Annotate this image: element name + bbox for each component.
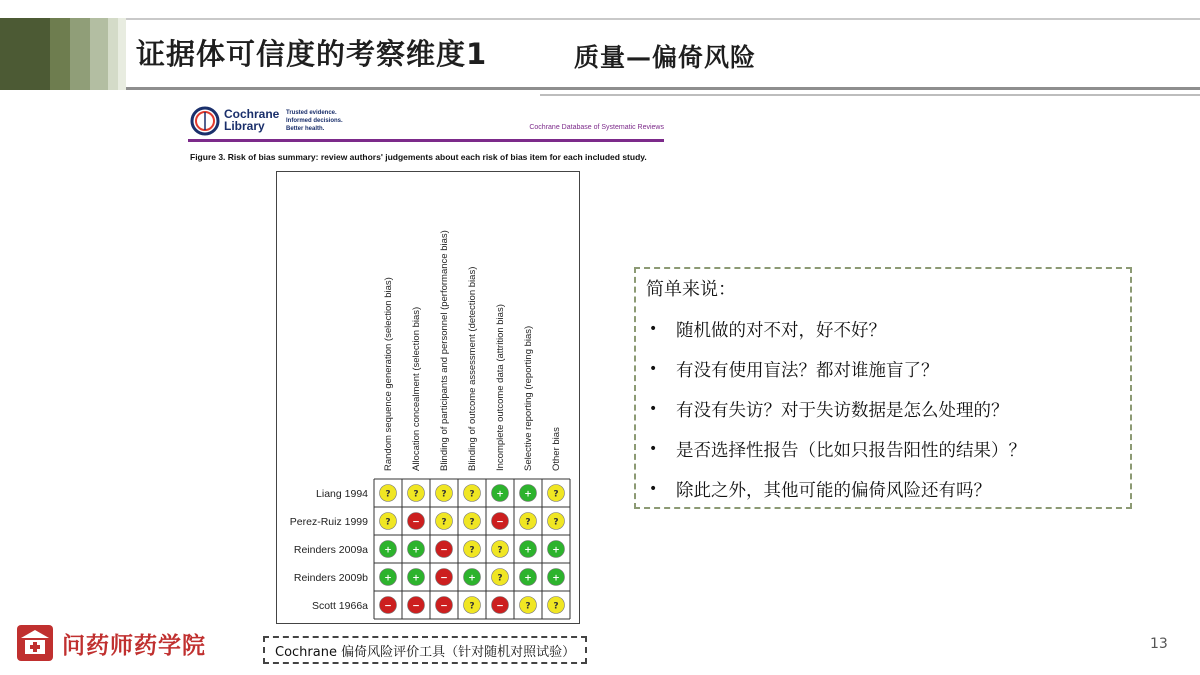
risk-rating-symbol: ? — [553, 517, 559, 528]
stripe — [108, 18, 118, 90]
stripe — [70, 18, 90, 90]
bullet-icon: • — [649, 441, 658, 457]
risk-rating-symbol: + — [412, 573, 420, 584]
summary-item-text: 随机做的对不对，好不好？ — [676, 320, 886, 341]
bullet-icon: • — [649, 401, 658, 417]
risk-rating-symbol: − — [440, 573, 448, 584]
academy-logo-text: 问药师药学院 — [62, 632, 206, 659]
summary-box — [634, 267, 1132, 509]
summary-item-text: 是否选择性报告（比如只报告阳性的结果）？ — [676, 440, 1026, 461]
header-stripes — [0, 18, 126, 90]
tagline-line: Trusted evidence. — [286, 110, 337, 116]
risk-rating-symbol: + — [412, 545, 420, 556]
page-title: 证据体可信度的考察维度1 — [136, 37, 488, 71]
domain-label: Blinding of participants and personnel (performance bias) — [439, 230, 450, 471]
study-label: Scott 1966a — [311, 600, 368, 612]
bullet-icon: • — [649, 321, 658, 337]
domain-label: Other bias — [551, 427, 562, 471]
summary-item-text: 有没有失访？对于失访数据是怎么处理的？ — [676, 400, 1009, 421]
risk-rating-symbol: ? — [469, 489, 475, 500]
risk-rating-symbol: ? — [553, 489, 559, 500]
risk-rating-symbol: + — [468, 573, 476, 584]
cochrane-figure — [178, 96, 672, 632]
risk-rating-symbol: ? — [385, 517, 391, 528]
risk-rating-symbol: − — [496, 517, 504, 528]
study-label: Reinders 2009b — [293, 572, 368, 584]
tagline-line: Informed decisions. — [286, 118, 343, 124]
risk-rating-symbol: ? — [469, 517, 475, 528]
academy-logo-icon — [16, 624, 54, 662]
cochrane-brand-name: Cochrane Library — [224, 107, 280, 133]
domain-label: Selective reporting (reporting bias) — [523, 325, 534, 471]
summary-list — [646, 309, 1120, 509]
risk-rating-symbol: ? — [441, 517, 447, 528]
risk-rating-symbol: ? — [413, 489, 419, 500]
database-title: Database of Systematic Reviews — [561, 124, 664, 131]
risk-rating-symbol: − — [412, 517, 420, 528]
risk-rating-symbol: + — [524, 573, 532, 584]
domain-label: Incomplete outcome data (attrition bias) — [495, 304, 506, 471]
study-label: Perez-Ruiz 1999 — [289, 516, 368, 528]
risk-rating-symbol: ? — [469, 545, 475, 556]
risk-rating-symbol: − — [496, 601, 504, 612]
risk-rating-symbol: ? — [497, 573, 503, 584]
summary-item — [646, 309, 1120, 349]
bullet-icon: • — [649, 361, 658, 377]
domain-label: Blinding of outcome assessment (detection bias) — [467, 266, 478, 471]
risk-rating-symbol: ? — [497, 545, 503, 556]
risk-rating-symbol: ? — [553, 601, 559, 612]
summary-item — [646, 469, 1120, 509]
risk-rating-symbol: ? — [385, 489, 391, 500]
risk-rating-symbol: + — [524, 545, 532, 556]
bullet-icon: • — [649, 481, 658, 497]
summary-item — [646, 389, 1120, 429]
risk-rating-symbol: − — [384, 601, 392, 612]
source-label: Cochrane 偏倚风险评价工具（针对随机对照试验） — [263, 636, 587, 664]
stripe — [0, 18, 50, 90]
summary-item-text: 有没有使用盲法？都对谁施盲了？ — [676, 360, 939, 381]
stripe — [50, 18, 70, 90]
risk-rating-symbol: − — [440, 545, 448, 556]
stripe — [118, 18, 126, 90]
risk-rating-symbol: + — [496, 489, 504, 500]
risk-rating-symbol: + — [552, 573, 560, 584]
risk-rating-symbol: ? — [525, 601, 531, 612]
page-number: 13 — [1150, 636, 1168, 652]
stripe — [90, 18, 108, 90]
risk-rating-symbol: + — [552, 545, 560, 556]
risk-rating-symbol: + — [384, 573, 392, 584]
domain-label: Allocation concealment (selection bias) — [411, 306, 422, 471]
summary-item — [646, 349, 1120, 389]
tagline-line: Better health. — [286, 126, 325, 132]
study-label: Reinders 2009a — [293, 544, 368, 556]
risk-rating-symbol: − — [440, 601, 448, 612]
figure-caption: Figure 3. Risk of bias summary: review authors' judgements about each risk of bias item for each included study. — [190, 152, 647, 162]
summary-item — [646, 429, 1120, 469]
database-prefix: Cochrane — [529, 124, 560, 131]
summary-item-text: 除此之外，其他可能的偏倚风险还有吗？ — [676, 480, 991, 501]
study-label: Liang 1994 — [316, 488, 368, 500]
risk-rating-symbol: + — [384, 545, 392, 556]
risk-rating-symbol: + — [524, 489, 532, 500]
risk-rating-symbol: ? — [441, 489, 447, 500]
summary-heading: 简单来说： — [646, 279, 736, 300]
risk-rating-symbol: − — [412, 601, 420, 612]
academy-logo — [16, 624, 206, 662]
risk-rating-symbol: ? — [469, 601, 475, 612]
page-subtitle: 质量—偏倚风险 — [574, 43, 757, 72]
domain-label: Random sequence generation (selection bias) — [383, 277, 394, 471]
bias-summary-grid — [178, 96, 672, 632]
risk-rating-symbol: ? — [525, 517, 531, 528]
